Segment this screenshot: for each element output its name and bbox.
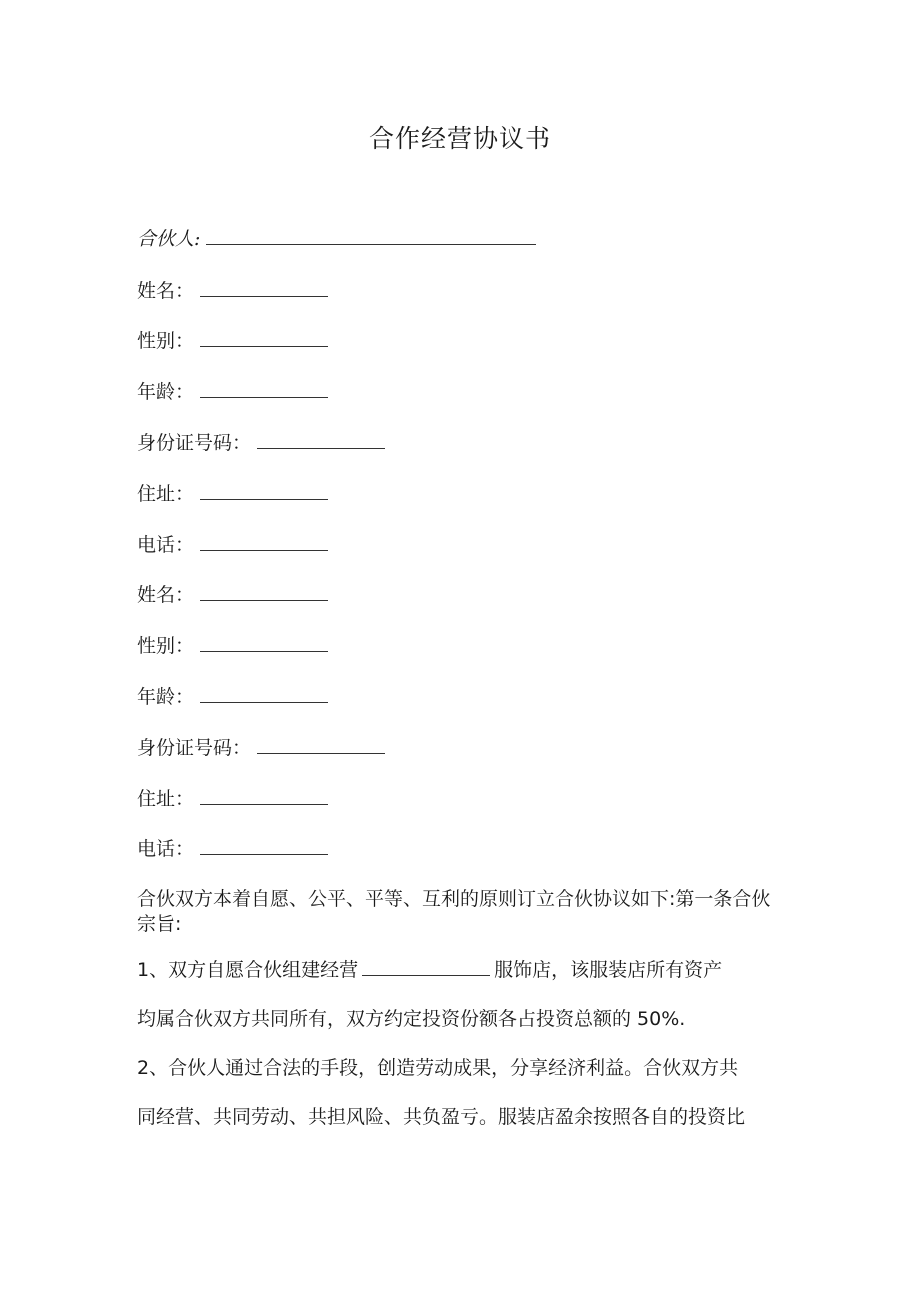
gender-label: 性别：: [137, 635, 195, 657]
id-blank: [257, 430, 385, 449]
partner-blank: [206, 226, 536, 245]
age-label: 年龄：: [137, 686, 195, 708]
phone-blank: [200, 532, 328, 551]
clause-1-text-end: 服饰店，该服装店所有资产: [494, 959, 723, 981]
partner-label: 合伙人:: [137, 228, 201, 250]
document-title: 合作经营协议书: [368, 124, 551, 153]
gender-blank: [200, 633, 328, 652]
partner-line: [137, 226, 536, 251]
address-blank: [200, 481, 328, 500]
id-blank: [257, 735, 385, 754]
clause-1-line-1: [137, 957, 722, 982]
intro-paragraph: 合伙双方本着自愿、公平、平等、互利的原则订立合伙协议如下:第一条合伙宗旨:: [137, 888, 771, 935]
partner-b-name-line: [137, 582, 328, 607]
address-label: 住址：: [137, 788, 195, 810]
partner-a-age-line: [137, 379, 328, 404]
age-label: 年龄：: [137, 381, 195, 403]
partner-a-id-line: [137, 430, 385, 455]
clause-2-line-1: 2、合伙人通过合法的手段，创造劳动成果，分享经济利益。合伙双方共: [137, 1057, 739, 1079]
gender-label: 性别：: [137, 330, 195, 352]
age-blank: [200, 379, 328, 398]
clause-1-line-2: 均属合伙双方共同所有，双方约定投资份额各占投资总额的 50%.: [137, 1008, 686, 1030]
partner-b-address-line: [137, 786, 328, 811]
partner-b-age-line: [137, 684, 328, 709]
address-label: 住址：: [137, 483, 195, 505]
id-label: 身份证号码：: [137, 432, 252, 454]
name-blank: [200, 278, 328, 297]
partner-b-phone-line: [137, 836, 328, 861]
phone-blank: [200, 836, 328, 855]
clause-1-text-start: 1、双方自愿合伙组建经营: [137, 959, 359, 981]
partner-a-gender-line: [137, 328, 328, 353]
partner-b-gender-line: [137, 633, 328, 658]
address-blank: [200, 786, 328, 805]
partner-a-phone-line: [137, 532, 328, 557]
partner-a-address-line: [137, 481, 328, 506]
partner-a-name-line: [137, 278, 328, 303]
gender-blank: [200, 328, 328, 347]
partner-b-id-line: [137, 735, 385, 760]
phone-label: 电话：: [137, 838, 195, 860]
clause-2-line-2: 同经营、共同劳动、共担风险、共负盈亏。服装店盈余按照各自的投资比: [137, 1106, 746, 1128]
name-label: 姓名：: [137, 584, 195, 606]
age-blank: [200, 684, 328, 703]
shop-name-blank: [362, 957, 490, 976]
phone-label: 电话：: [137, 534, 195, 556]
id-label: 身份证号码：: [137, 737, 252, 759]
name-label: 姓名：: [137, 280, 195, 302]
name-blank: [200, 582, 328, 601]
